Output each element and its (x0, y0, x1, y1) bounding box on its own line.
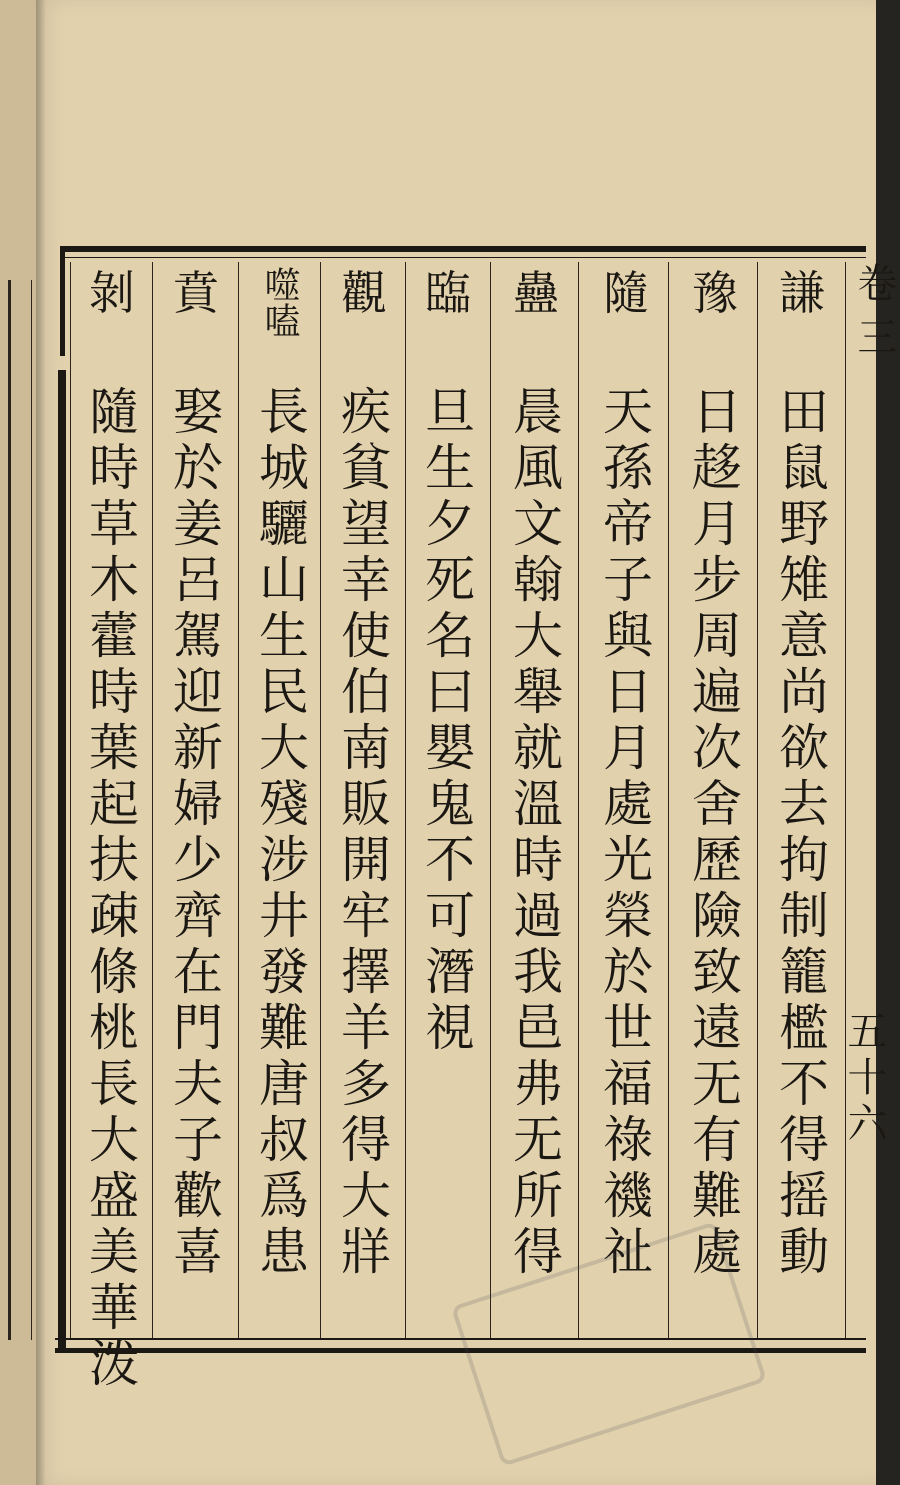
verse-text: 娶於姜呂駕迎新婦少齊在門夫子歡喜 (165, 385, 223, 1281)
volume-label: 卷三 (851, 262, 897, 370)
spine-shadow (36, 0, 46, 1485)
verse-text: 隨時草木藿時葉起扶疎條桃長大盛美華泼 (81, 385, 139, 1393)
frame-left-rule (58, 370, 66, 1348)
column-divider (320, 262, 321, 1338)
previous-page-border (8, 280, 32, 1340)
frame-top-rule (60, 246, 866, 252)
hexagram-title: 賁 (173, 266, 219, 320)
page-right-edge (876, 0, 900, 1485)
verse-text: 天孫帝子與日月處光榮於世福祿禨祉 (595, 385, 653, 1281)
hexagram-title: 豫 (692, 266, 738, 320)
verse-text: 晨風文翰大舉就溫時過我邑弗无所得 (505, 385, 563, 1281)
hexagram-title: 臨 (425, 266, 471, 320)
column-divider (757, 262, 758, 1338)
column-divider (238, 262, 239, 1338)
column-divider (152, 262, 153, 1338)
column-divider (845, 262, 846, 1338)
hexagram-title: 觀 (341, 266, 387, 320)
verse-text: 田鼠野雉意尚欲去拘制籠檻不得摇動 (771, 385, 829, 1281)
hexagram-title: 謙 (779, 266, 825, 320)
frame-top-rule-thin (60, 257, 866, 258)
frame-left-rule-top (60, 246, 65, 356)
hexagram-title: 噬嗑 (259, 266, 300, 338)
folio-number: 五十六 (841, 1010, 887, 1148)
hexagram-title: 隨 (603, 266, 649, 320)
column-divider (668, 262, 669, 1338)
verse-text: 旦生夕死名曰嬰鬼不可潛視 (417, 385, 475, 1057)
column-divider (490, 262, 491, 1338)
verse-text: 日趍月步周遍次舍歷險致遠无有難處 (684, 385, 742, 1281)
column-divider (70, 262, 71, 1338)
previous-page-edge (0, 0, 38, 1485)
verse-text: 疾貧望幸使伯南販開牢擇羊多得大牂 (333, 385, 391, 1281)
column-divider (405, 262, 406, 1338)
verse-text: 長城驪山生民大殘涉井發難唐叔爲患 (251, 385, 309, 1281)
column-divider (578, 262, 579, 1338)
hexagram-title: 剝 (89, 266, 135, 320)
hexagram-title: 蠱 (513, 266, 559, 320)
